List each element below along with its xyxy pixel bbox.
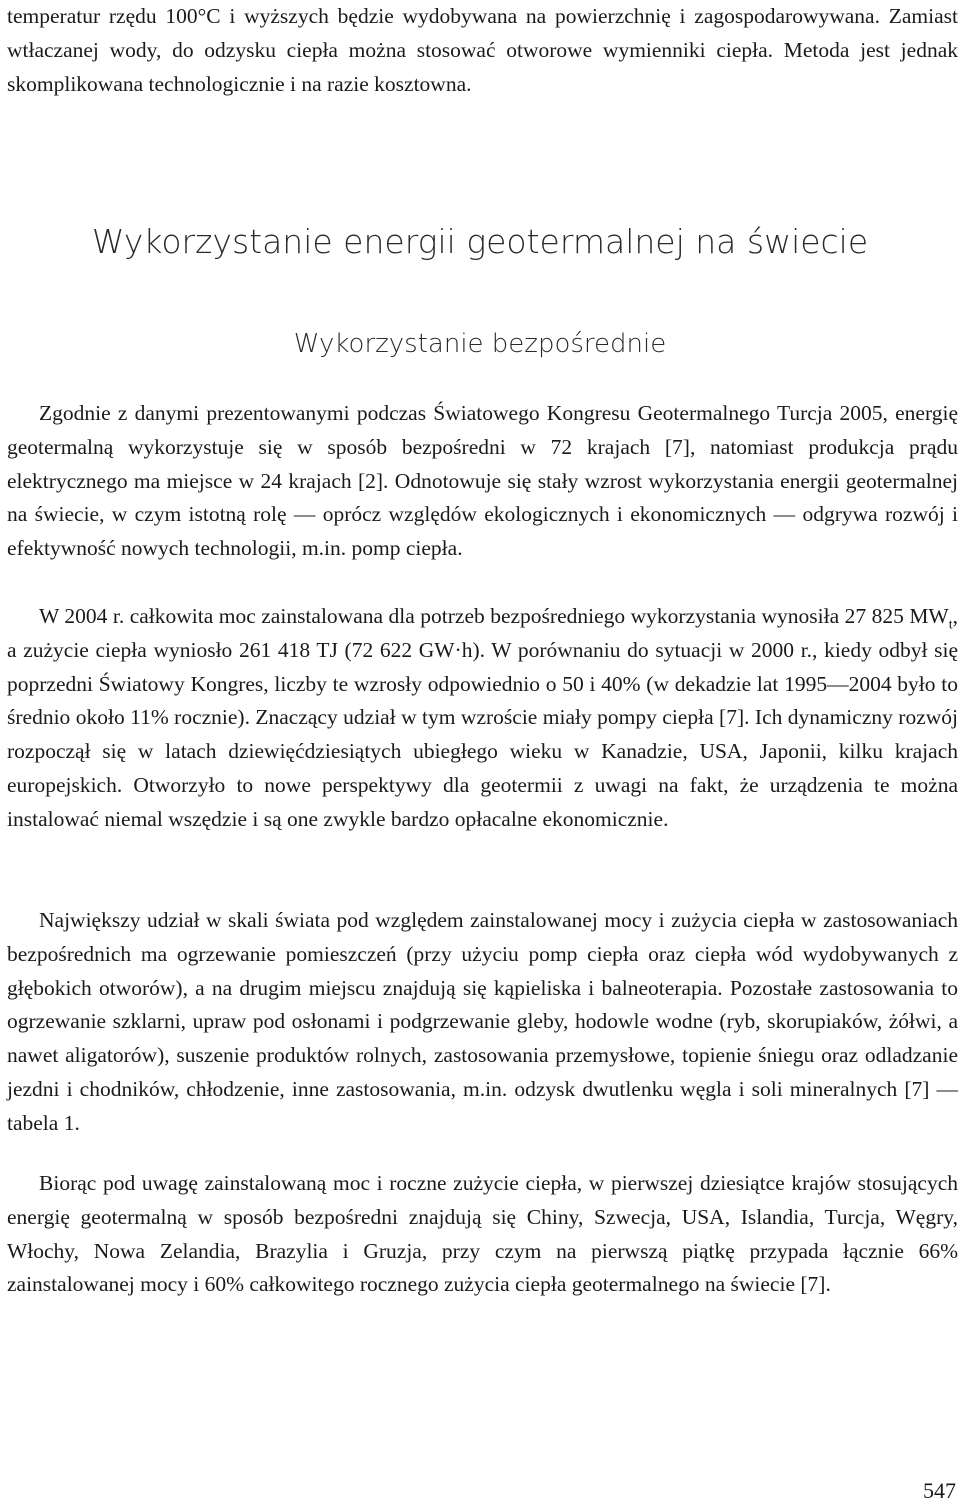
page-number: 547 [923,1478,956,1503]
paragraph-top-countries: Biorąc pod uwagę zainstalowaną moc i roczne zużycie ciepła, w pierwszej dziesiątce krajów stosujących energię geotermalną w sposób bezpośredni znajdują się Chiny, Szwecja, USA, Islandia, Turcja, Węgry, Włochy, Nowa Zelandia, Brazylia i Gruzja, przy czym na pierwszą piątkę przypada łącznie 66% zainstalowanej mocy i 60% całkowitego rocznego zużycia ciepła geotermalnego na świecie [7]. [7,1171,958,1297]
paragraph-congress: Zgodnie z danymi prezentowanymi podczas Światowego Kongresu Geotermalnego Turcja 2005, energię geotermalną wykorzystuje się w sposób bezpośredni w 72 krajach [7], natomiast produkcja prądu elektrycznego ma miejsce w 24 krajach [2]. Odnotowuje się stały wzrost wykorzystania energii geotermalnej na świecie, w czym istotną rolę — oprócz względów ekologicznych i ekonomicznych — odgrywa rozwój i efektywność nowych technologii, m.in. pomp ciepła. [7,401,958,561]
capacity-text-start: W 2004 r. całkowita moc zainstalowana dla potrzeb bezpośredniego wykorzystania wynosiła 27 825 MW [39,604,949,628]
section-subtitle: Wykorzystanie bezpośrednie [293,329,667,359]
paragraph-applications: Największy udział w skali świata pod względem zainstalowanej mocy i zużycia ciepła w zastosowaniach bezpośrednich ma ogrzewanie pomieszczeń (przy użyciu pomp ciepła oraz ciepła wód wydobywanych z głębokich otworów), a na drugim miejscu znajdują się kąpieliska i balneoterapia. Pozostałe zastosowania to ogrzewanie szklarni, upraw pod osłonami i podgrzewanie gleby, hodowle wodne (ryb, skorupiaków, żółwi, a nawet aligatorów), suszenie produktów rolnych, zastosowania przemysłowe, topienie śniegu oraz odladzanie jezdni i chodników, chłodzenie, inne zastosowania, m.in. odzysk dwutlenku węgla i soli mineralnych [7] — tabela 1. [7,908,958,1135]
unit-subscript: t [948,617,953,633]
capacity-text-end: , a zużycie ciepła wyniosło 261 418 TJ (72 622 GW·h). W porównaniu do sytuacji w 2000 r., kiedy odbył się poprzedni Światowy Kongres, liczby te wzrosły odpowiednio o 50 i 40% (w dekadzie lat 1995—2004 było to średnio około 11% rocznie). Znaczący udział w tym wzroście miały pompy ciepła [7]. Ich dynamiczny rozwój rozpoczął się w latach dziewięćdziesiątych ubiegłego wieku w Kanadzie, USA, Japonii, kilku krajach europejskich. Otworzyło to nowe perspektywy dla geotermii z uwagi na fakt, że urządzenia te można instalować niemal wszędzie i są one zwykle bardzo opłacalne ekonomicznie. [7,604,958,831]
section-title: Wykorzystanie energii geotermalnej na świecie [91,222,869,261]
paragraph-installed-capacity [7,600,958,837]
intro-paragraph: temperatur rzędu 100°C i wyższych będzie wydobywana na powierzchnię i zagospodarowywana. Zamiast wtłaczanej wody, do odzysku ciepła można stosować otworowe wymienniki ciepła. Metoda jest jednak skomplikowana technologicznie i na razie kosztowna. [7,4,958,96]
